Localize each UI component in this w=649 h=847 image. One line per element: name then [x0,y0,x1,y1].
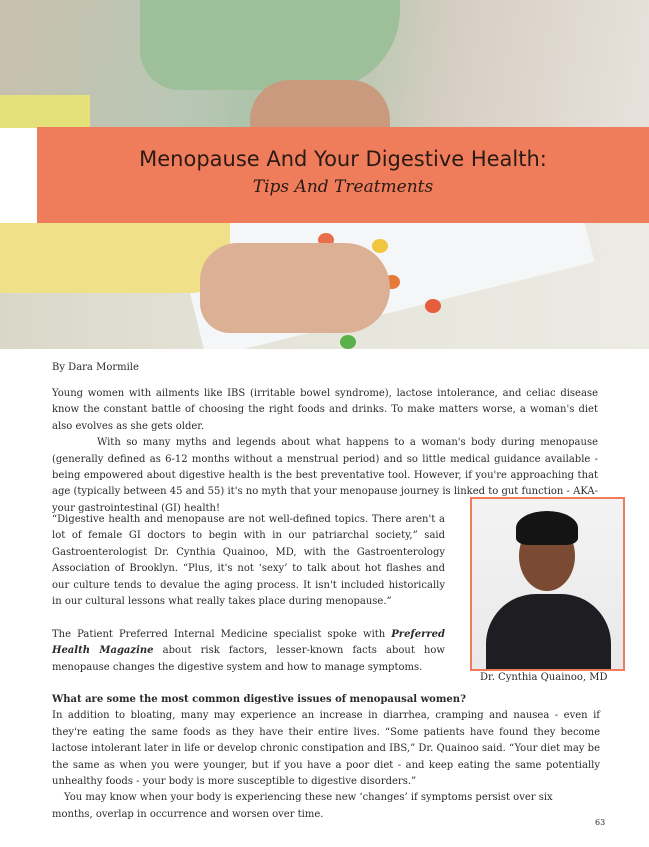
photo-hand [250,80,390,128]
paragraph: You may know when your body is experiencing these new ‘changes’ if symptoms persist over six months, overlap in occurrence and worsen over time. [52,792,553,820]
food-icon [372,239,388,253]
header-photo-top [0,0,649,128]
article-subtitle: Tips And Treatments [252,177,434,197]
food-icon [340,335,356,349]
paragraph [52,627,445,676]
quote-paragraph: “Digestive health and menopause are not well-defined topics. There aren't a lot of female GI doctors to begin with in our patriarchal society,” said Gastroenterologist Dr. Cynthia Quainoo, MD, with the Gastroenterology Association of Brooklyn. “Plus, it's not ‘sexy’ to talk about hot flashes and our culture tends to devalue the aging process. It isn't included historically in our cultural lessons what really takes place during menopause.” [52,514,445,608]
magazine-name: Preferred Health Magazine [52,629,445,657]
portrait-body [486,594,611,671]
section-heading: What are some the most common digestive issues of menopausal women? [52,694,466,705]
photo-sleeve [0,223,230,293]
paragraph: With so many myths and legends about what happens to a woman's body during menopause (generally defined as 6-12 months without a menstrual period) and so little medical guidance available - being empowered about digestive health is the best preventative tool. However, if you're approaching that age (typically between 45 and 55) it's no myth that your menopause journey is linked to gut function - AKA- your gastrointestinal (GI) health! [52,437,598,514]
photo-sleeve [0,95,90,128]
doctor-portrait [470,497,625,671]
page-number: 63 [595,818,606,827]
qa-section [52,692,600,823]
text: The Patient Preferred Internal Medicine specialist spoke with [52,629,392,640]
title-banner [37,127,649,223]
paragraph: Young women with ailments like IBS (irritable bowel syndrome), lactose intolerance, and celiac disease know the constant battle of choosing the right foods and drinks. To make matters worse, a woman's diet also evolves as she gets older. [52,388,598,432]
photo-shirt [140,0,400,90]
article-title: Menopause And Your Digestive Health: [139,147,547,171]
byline: By Dara Mormile [52,362,139,373]
portrait-hair [516,511,578,545]
text: about risk factors, lesser-known facts about how menopause changes the digestive system and how to manage symptoms. [52,645,445,673]
food-icon [425,299,441,313]
photo-hand [200,243,390,333]
photo-caption: Dr. Cynthia Quainoo, MD [480,672,608,683]
header-photo-bottom [0,223,649,349]
paragraph: In addition to bloating, many may experience an increase in diarrhea, cramping and nausea - even if they're eating the same foods as they have their entire lives. “Some patients have found they become lactose intolerant later in life or develop chronic constipation and IBS,” Dr. Quainoo said. “Your diet may be the same as when you were younger, but if you have a poor diet - and keep eating the same potentially unhealthy foods - your body is more susceptible to digestive disorders.” [52,710,600,788]
